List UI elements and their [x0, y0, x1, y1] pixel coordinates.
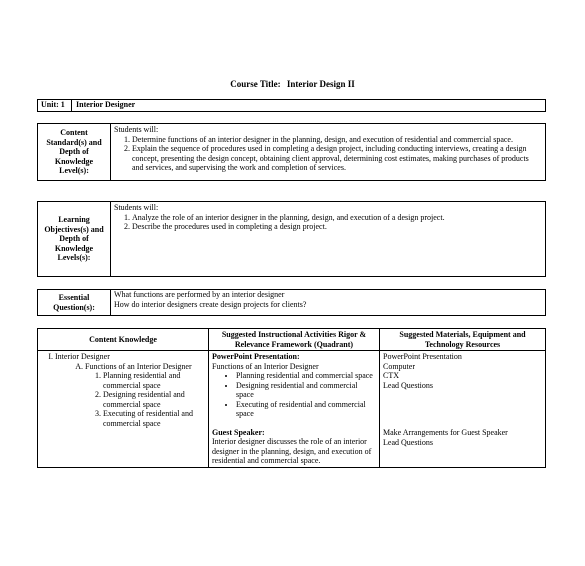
material-item: Computer	[383, 361, 415, 371]
questions-label: Essential Question(s):	[38, 290, 111, 315]
list-item: 1. Determine functions of an interior designer in the planning, design, and execution of residential and commercial space.	[132, 135, 542, 145]
outline-item	[55, 352, 205, 428]
standards-list	[114, 135, 542, 173]
outline-sub: Functions of an Interior Designer	[85, 361, 192, 371]
material-item: Make Arrangements for Guest Speaker	[383, 428, 508, 437]
material-item: Lead Questions	[383, 437, 433, 447]
list-item: 2. Designing residential and commercial space	[103, 390, 205, 409]
lesson-table	[37, 328, 546, 468]
unit-row	[37, 99, 546, 112]
list-item: 2. Explain the sequence of procedures used in completing a design project, including conducting interviews, creating a design concept, presenting the design concept, obtaining client approval, determining cost estimates, making purchases of products and services, and supervising the work and completion of services.	[132, 144, 542, 173]
objectives-list	[114, 213, 542, 232]
content-knowledge-cell	[38, 351, 208, 429]
standards-section	[37, 123, 546, 181]
spacer	[383, 390, 542, 428]
outline-sub-list	[55, 362, 205, 429]
guest-speaker-text: Interior designer discusses the role of an interior designer in the planning, design, and execution of residential and commercial space.	[212, 437, 372, 465]
powerpoint-list	[212, 371, 376, 419]
content-knowledge-header: Content Knowledge	[38, 329, 208, 351]
objectives-section	[37, 201, 546, 277]
outline-item	[85, 362, 205, 429]
course-title-name: Interior Design II	[286, 79, 355, 89]
activities-column	[209, 329, 380, 467]
standards-intro: Students will:	[114, 125, 159, 134]
objectives-intro: Students will:	[114, 203, 159, 212]
unit-label: Unit: 1	[38, 100, 72, 111]
list-item: 1. Analyze the role of an interior designer in the planning, design, and execution of a design project.	[132, 213, 542, 223]
content-outline	[41, 352, 205, 428]
list-item: • Executing of residential and commercial space	[236, 400, 376, 419]
material-item: Lead Questions	[383, 380, 433, 390]
course-title-label: Course Title:	[230, 79, 281, 89]
powerpoint-title: PowerPoint Presentation:	[212, 352, 300, 361]
spacer	[212, 419, 376, 428]
activities-cell	[209, 351, 379, 467]
guest-speaker-title: Guest Speaker:	[212, 427, 265, 437]
powerpoint-subtitle: Functions of an Interior Designer	[212, 361, 319, 371]
materials-cell	[380, 351, 545, 448]
material-item: CTX	[383, 371, 399, 380]
question-item: What functions are performed by an interior designer	[114, 290, 285, 299]
materials-column	[380, 329, 545, 467]
objectives-label: Learning Objectives(s) and Depth of Knowledge Levels(s):	[38, 202, 111, 276]
standards-label: Content Standard(s) and Depth of Knowledge Level(s):	[38, 124, 111, 180]
list-item: • Designing residential and commercial space	[236, 381, 376, 400]
course-title	[0, 79, 585, 89]
list-item: 2. Describe the procedures used in completing a design project.	[132, 222, 542, 232]
material-item: PowerPoint Presentation	[383, 352, 462, 361]
list-item: 1. Planning residential and commercial space	[103, 371, 205, 390]
activities-header: Suggested Instructional Activities Rigor & Relevance Framework (Quadrant)	[209, 329, 379, 351]
list-item: 3. Executing of residential and commercial space	[103, 409, 205, 428]
question-item: How do interior designers create design projects for clients?	[114, 299, 307, 309]
unit-name: Interior Designer	[76, 100, 136, 109]
questions-section	[37, 289, 546, 316]
objectives-content	[114, 203, 542, 232]
content-knowledge-column	[38, 329, 209, 467]
materials-header: Suggested Materials, Equipment and Technology Resources	[380, 329, 545, 351]
list-item: • Planning residential and commercial space	[236, 371, 376, 381]
outline-inner-list	[85, 371, 205, 428]
questions-content	[114, 290, 542, 309]
outline-top: Interior Designer	[55, 352, 110, 361]
standards-content	[114, 125, 542, 173]
